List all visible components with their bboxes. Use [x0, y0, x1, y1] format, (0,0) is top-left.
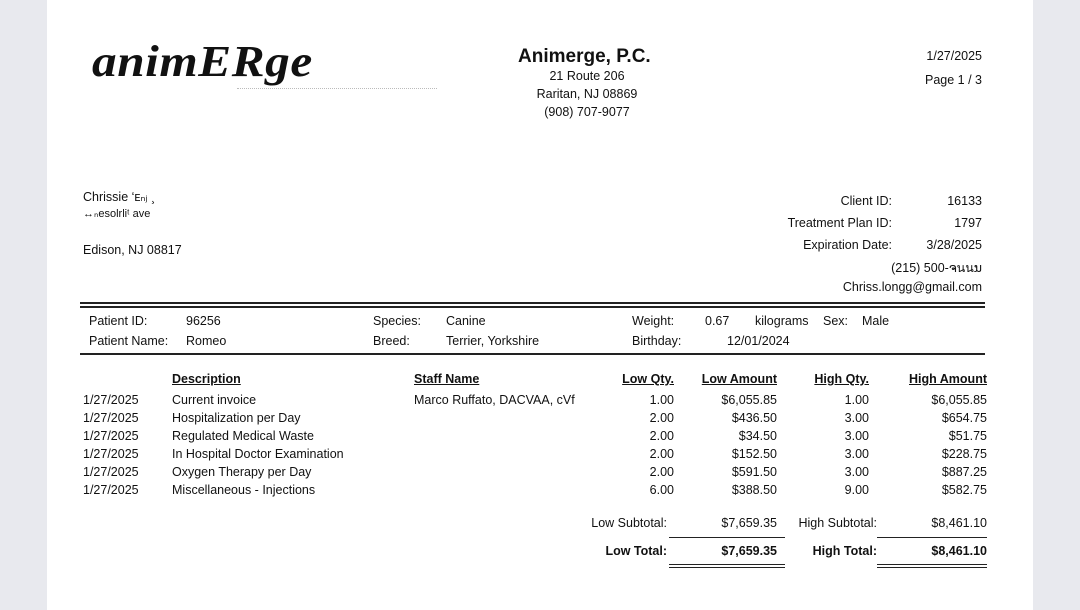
company-logo: animERge	[92, 37, 313, 86]
row-date: 1/27/2025	[83, 483, 139, 497]
patient-top-rule-2	[80, 306, 985, 308]
row-description: Miscellaneous - Injections	[172, 483, 316, 497]
high-subtotal-value: $8,461.10	[931, 516, 987, 530]
table-row	[47, 411, 1033, 429]
header-high-amount: High Amount	[909, 372, 987, 386]
header-description: Description	[172, 372, 241, 386]
row-low-qty: 2.00	[649, 429, 674, 443]
patient-id-value: 96256	[186, 314, 221, 328]
plan-id-label: Treatment Plan ID:	[787, 216, 892, 230]
row-high-amount: $582.75	[941, 483, 987, 497]
row-high-amount: $654.75	[941, 411, 987, 425]
table-row	[47, 429, 1033, 447]
low-subtotal-label: Low Subtotal:	[591, 516, 667, 530]
weight-label: Weight:	[632, 314, 675, 328]
header-staff-name: Staff Name	[414, 372, 480, 386]
client-id-value: 16133	[947, 194, 982, 208]
row-description: Oxygen Therapy per Day	[172, 465, 312, 479]
row-low-amount: $388.50	[731, 483, 777, 497]
row-high-qty: 3.00	[844, 447, 869, 461]
row-high-amount: $6,055.85	[931, 393, 987, 407]
header-high-qty: High Qty.	[814, 372, 869, 386]
low-total-label: Low Total:	[605, 544, 667, 558]
page-number: Page 1 / 3	[925, 73, 982, 87]
expiration-label: Expiration Date:	[803, 238, 892, 252]
row-low-qty: 2.00	[649, 465, 674, 479]
high-total-rule-1	[877, 564, 987, 565]
high-subtotal-rule	[877, 537, 987, 538]
company-name: Animerge, P.C.	[518, 46, 651, 67]
row-description: In Hospital Doctor Examination	[172, 447, 344, 461]
row-high-qty: 3.00	[844, 465, 869, 479]
patient-bottom-rule	[80, 353, 985, 355]
company-address-line2: Raritan, NJ 08869	[536, 87, 638, 101]
sex-value: Male	[862, 314, 890, 328]
sex-label: Sex:	[823, 314, 849, 328]
birthday-label: Birthday:	[632, 334, 682, 348]
table-row	[47, 393, 1033, 411]
high-total-value: $8,461.10	[931, 544, 987, 558]
expiration-value: 3/28/2025	[926, 238, 982, 252]
row-low-amount: $6,055.85	[721, 393, 777, 407]
invoice-page	[47, 0, 1033, 610]
plan-id-value: 1797	[954, 216, 982, 230]
company-phone: (908) 707-9077	[544, 105, 630, 119]
table-row	[47, 465, 1033, 483]
row-date: 1/27/2025	[83, 429, 139, 443]
client-email: Chriss.longg@gmail.com	[842, 280, 982, 294]
row-high-amount: $887.25	[941, 465, 987, 479]
row-low-amount: $436.50	[731, 411, 777, 425]
row-staff: Marco Ruffato, DACVAA, cVf	[414, 393, 575, 407]
low-subtotal-value: $7,659.35	[721, 516, 777, 530]
species-label: Species:	[373, 314, 421, 328]
row-date: 1/27/2025	[83, 393, 139, 407]
row-low-qty: 6.00	[649, 483, 674, 497]
patient-name-value: Romeo	[186, 334, 227, 348]
document-date: 1/27/2025	[926, 49, 982, 63]
patient-id-label: Patient ID:	[89, 314, 148, 328]
weight-unit: kilograms	[755, 314, 809, 328]
table-row	[47, 483, 1033, 501]
high-total-rule-2	[877, 567, 987, 568]
table-row	[47, 447, 1033, 465]
weight-value: 0.67	[705, 314, 730, 328]
client-id-label: Client ID:	[840, 194, 892, 208]
row-description: Hospitalization per Day	[172, 411, 301, 425]
row-high-qty: 1.00	[844, 393, 869, 407]
header-low-qty: Low Qty.	[622, 372, 674, 386]
row-high-qty: 3.00	[844, 429, 869, 443]
row-low-qty: 1.00	[649, 393, 674, 407]
low-total-rule-2	[669, 567, 785, 568]
species-value: Canine	[446, 314, 486, 328]
row-high-amount: $228.75	[941, 447, 987, 461]
high-total-label: High Total:	[812, 544, 877, 558]
row-high-qty: 3.00	[844, 411, 869, 425]
row-low-amount: $591.50	[731, 465, 777, 479]
row-low-amount: $34.50	[738, 429, 777, 443]
row-high-amount: $51.75	[948, 429, 987, 443]
client-city: Edison, NJ 08817	[83, 243, 182, 257]
row-low-qty: 2.00	[649, 447, 674, 461]
client-phone: (215) 500-ຈนนນ	[891, 261, 982, 275]
row-description: Regulated Medical Waste	[172, 429, 314, 443]
row-low-qty: 2.00	[649, 411, 674, 425]
patient-top-rule-1	[80, 302, 985, 304]
company-address-line1: 21 Route 206	[549, 69, 625, 83]
logo-underline	[237, 88, 437, 90]
client-street: ↔ₙesolrliᵗ ave	[83, 208, 151, 220]
breed-value: Terrier, Yorkshire	[446, 334, 540, 348]
breed-label: Breed:	[373, 334, 410, 348]
birthday-value: 12/01/2024	[727, 334, 790, 348]
row-low-amount: $152.50	[731, 447, 777, 461]
high-subtotal-label: High Subtotal:	[798, 516, 877, 530]
row-date: 1/27/2025	[83, 411, 139, 425]
low-subtotal-rule	[669, 537, 785, 538]
client-name: Chrissie ‘ᴇₙⱼ ¸	[83, 190, 156, 204]
row-description: Current invoice	[172, 393, 257, 407]
patient-name-label: Patient Name:	[89, 334, 169, 348]
row-date: 1/27/2025	[83, 465, 139, 479]
low-total-value: $7,659.35	[721, 544, 777, 558]
low-total-rule-1	[669, 564, 785, 565]
header-low-amount: Low Amount	[701, 372, 777, 386]
row-high-qty: 9.00	[844, 483, 869, 497]
row-date: 1/27/2025	[83, 447, 139, 461]
